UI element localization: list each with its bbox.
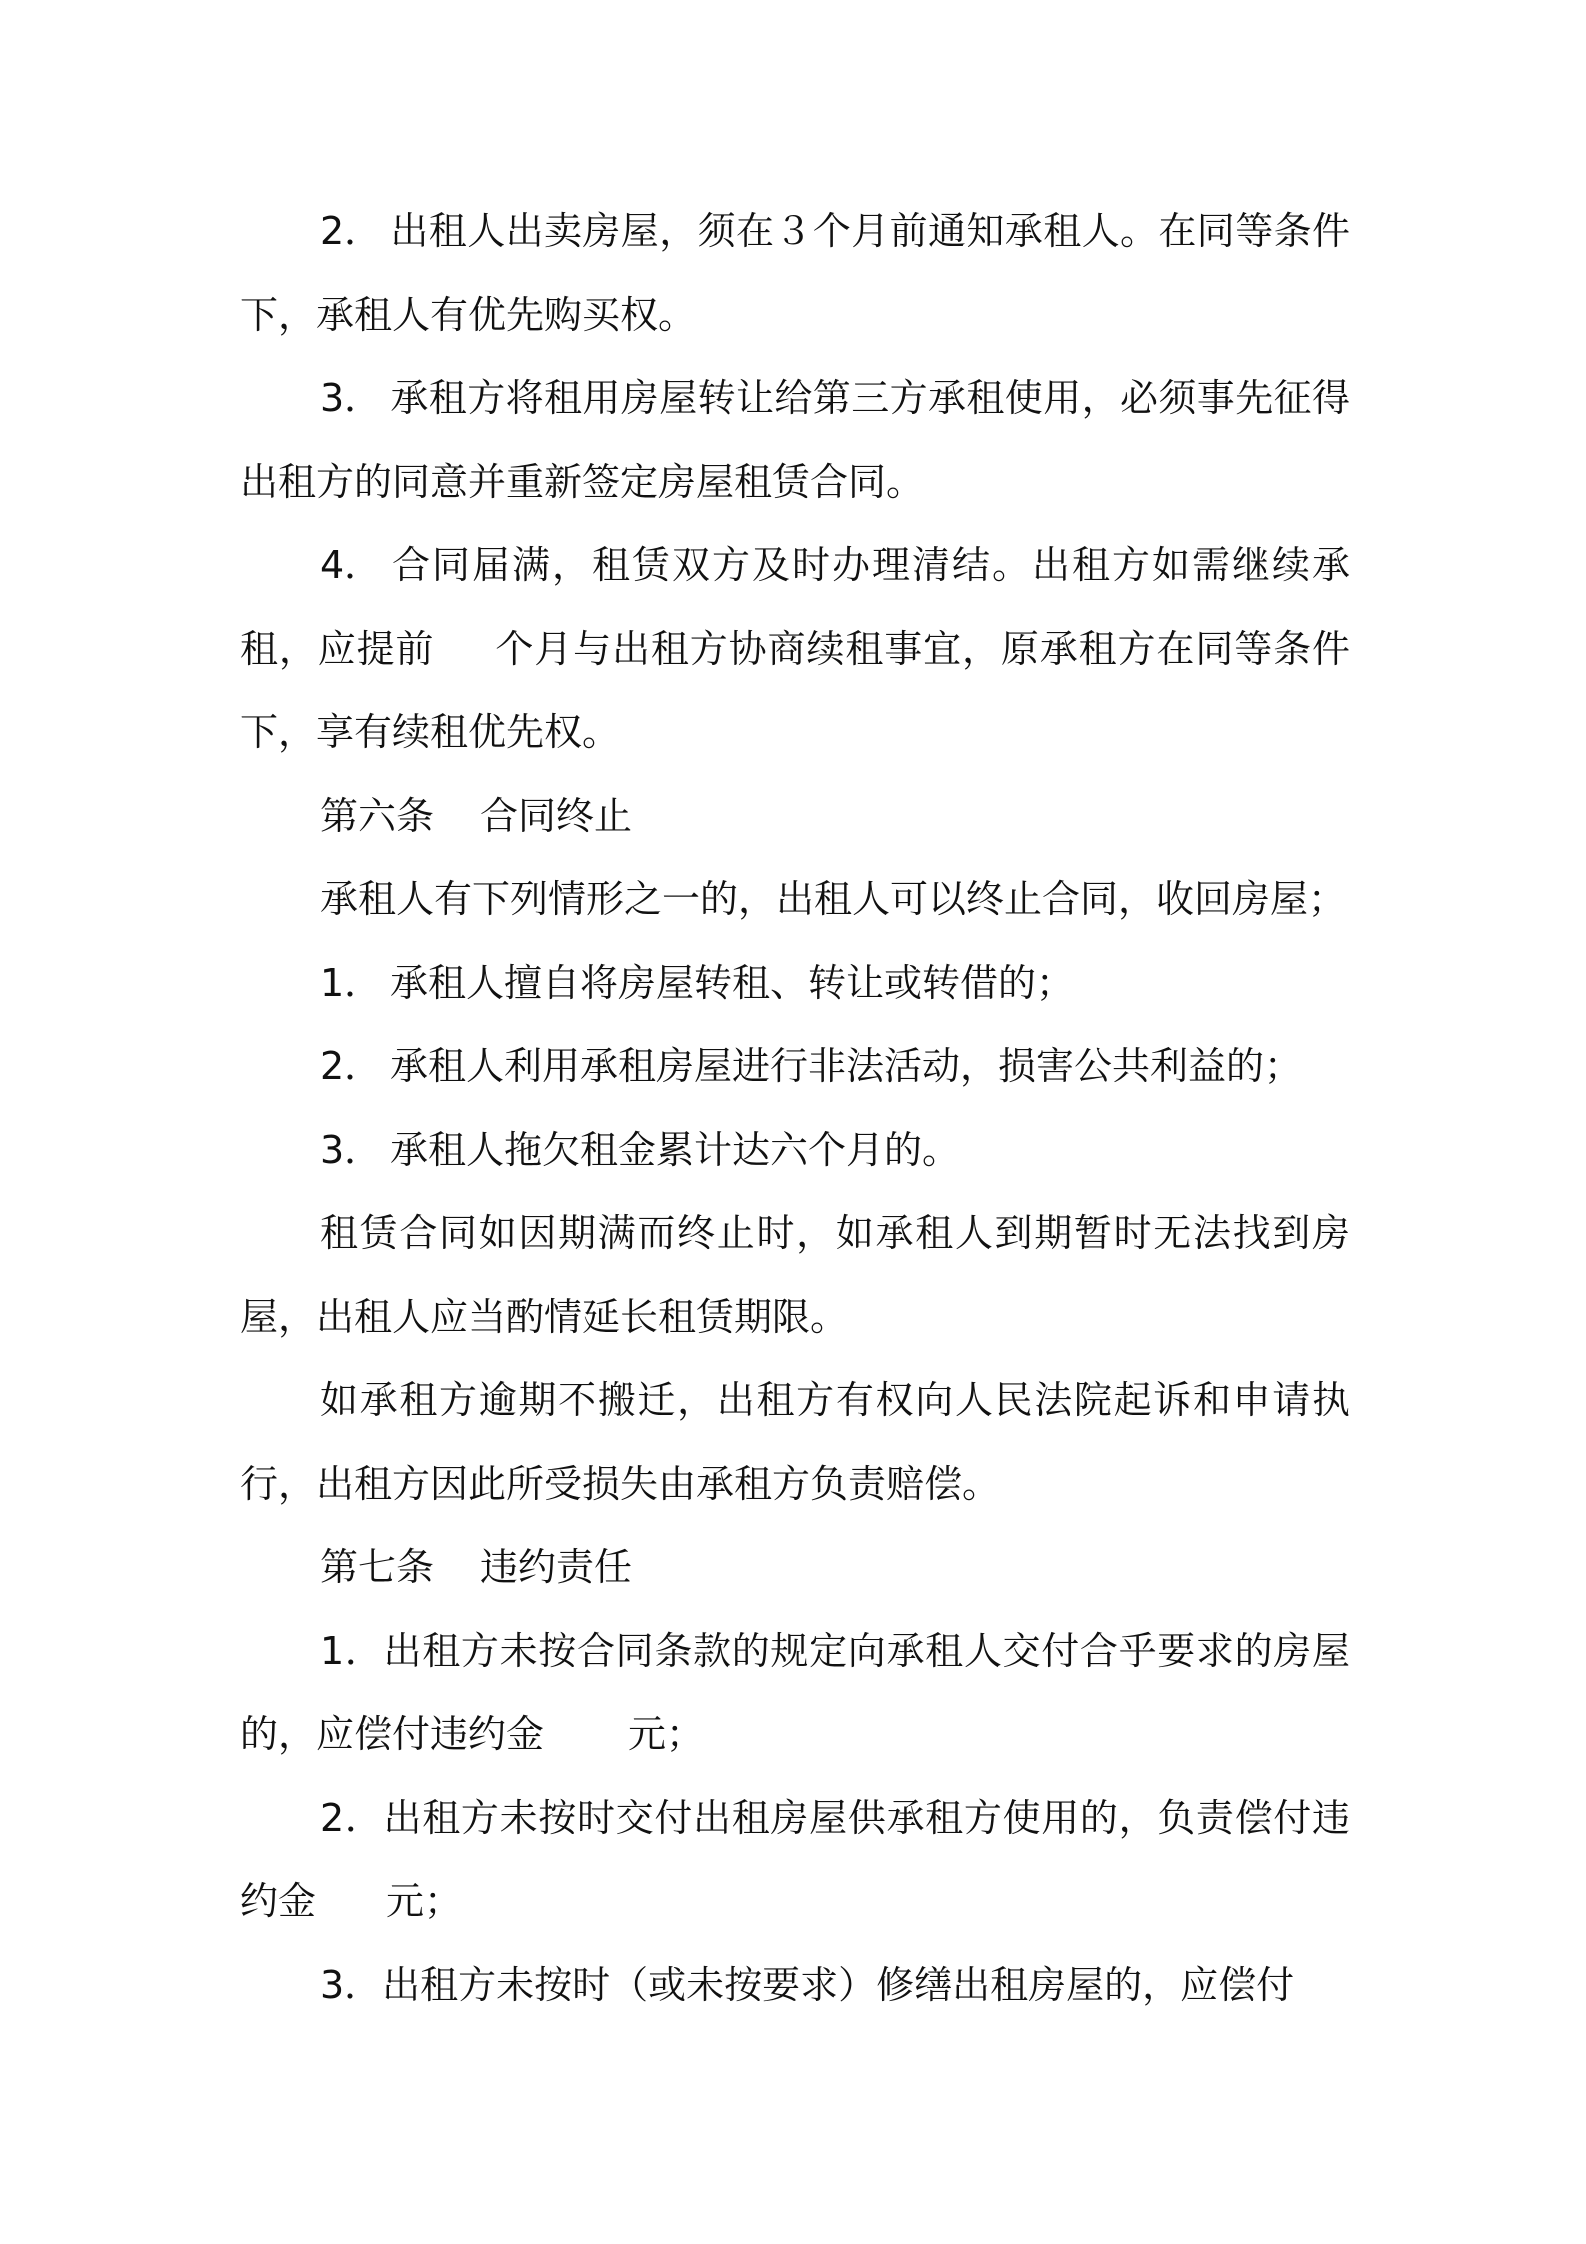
- clause-number: 4．: [320, 543, 383, 587]
- clause-text: 承租人有下列情形之一的，出租人可以终止合同，收回房屋；: [320, 877, 1347, 921]
- clause-text: 承租人拖欠租金累计达六个月的。: [390, 1127, 961, 1172]
- contract-text: [240, 190, 1350, 2027]
- clause-number: 1．: [320, 960, 383, 1005]
- clause-text: 承租人擅自将房屋转租、转让或转借的；: [390, 960, 1075, 1005]
- list-item: [240, 942, 1350, 1026]
- clause-number: 3．: [320, 1127, 383, 1172]
- clause-paragraph: [240, 1610, 1350, 1777]
- clause-text-continued: 个月与出租方协商续租事宜，原承租方在同等条件下，享有续租优先权。: [240, 626, 1350, 754]
- clause-paragraph: [240, 858, 1350, 942]
- clause-number: 2．: [320, 1044, 383, 1088]
- article-title: 合同终止: [480, 793, 633, 838]
- clause-number: 2．: [320, 209, 383, 253]
- list-item: [240, 1109, 1350, 1193]
- clause-text: 合同届满，租赁双方及时办理清结。出租方如需继续承租，应提前: [240, 543, 1350, 671]
- clause-paragraph: [240, 1944, 1350, 2028]
- clause-text-continued: 元；: [628, 1712, 705, 1756]
- clause-text: 出租人出卖房屋，须在３个月前通知承租人。在同等条件下，承租人有优先购买权。: [240, 209, 1350, 337]
- clause-text: 承租方将租用房屋转让给第三方承租使用，必须事先征得出租方的同意并重新签定房屋租赁合同。: [240, 376, 1350, 504]
- clause-paragraph: [240, 524, 1350, 775]
- article-title: 违约责任: [480, 1545, 633, 1589]
- article-number: 第七条: [320, 1545, 435, 1589]
- article-heading: [240, 1526, 1350, 1610]
- clause-text: 2．出租方未按时交付出租房屋供承租方使用的，负责偿付违约金: [240, 1795, 1350, 1923]
- clause-paragraph: [240, 1359, 1350, 1526]
- clause-text: 3．出租方未按时（或未按要求）修缮出租房屋的，应偿付: [320, 1962, 1295, 2007]
- list-item: [240, 1025, 1350, 1109]
- article-number: 第六条: [320, 793, 435, 838]
- clause-text: 租赁合同如因期满而终止时，如承租人到期暂时无法找到房屋，出租人应当酌情延长租赁期限。: [240, 1211, 1350, 1339]
- clause-text: 1．出租方未按合同条款的规定向承租人交付合乎要求的房屋的，应偿付违约金: [240, 1628, 1350, 1756]
- clause-number: 3．: [320, 376, 383, 420]
- clause-text: 如承租方逾期不搬迁，出租方有权向人民法院起诉和申请执行，出租方因此所受损失由承租方负责赔偿。: [240, 1378, 1350, 1506]
- article-heading: [240, 775, 1350, 859]
- clause-text-continued: 元；: [386, 1879, 463, 1923]
- clause-paragraph: [240, 190, 1350, 357]
- clause-paragraph: [240, 1192, 1350, 1359]
- clause-paragraph: [240, 1777, 1350, 1944]
- clause-text: 承租人利用承租房屋进行非法活动，损害公共利益的；: [390, 1044, 1303, 1088]
- clause-paragraph: [240, 357, 1350, 524]
